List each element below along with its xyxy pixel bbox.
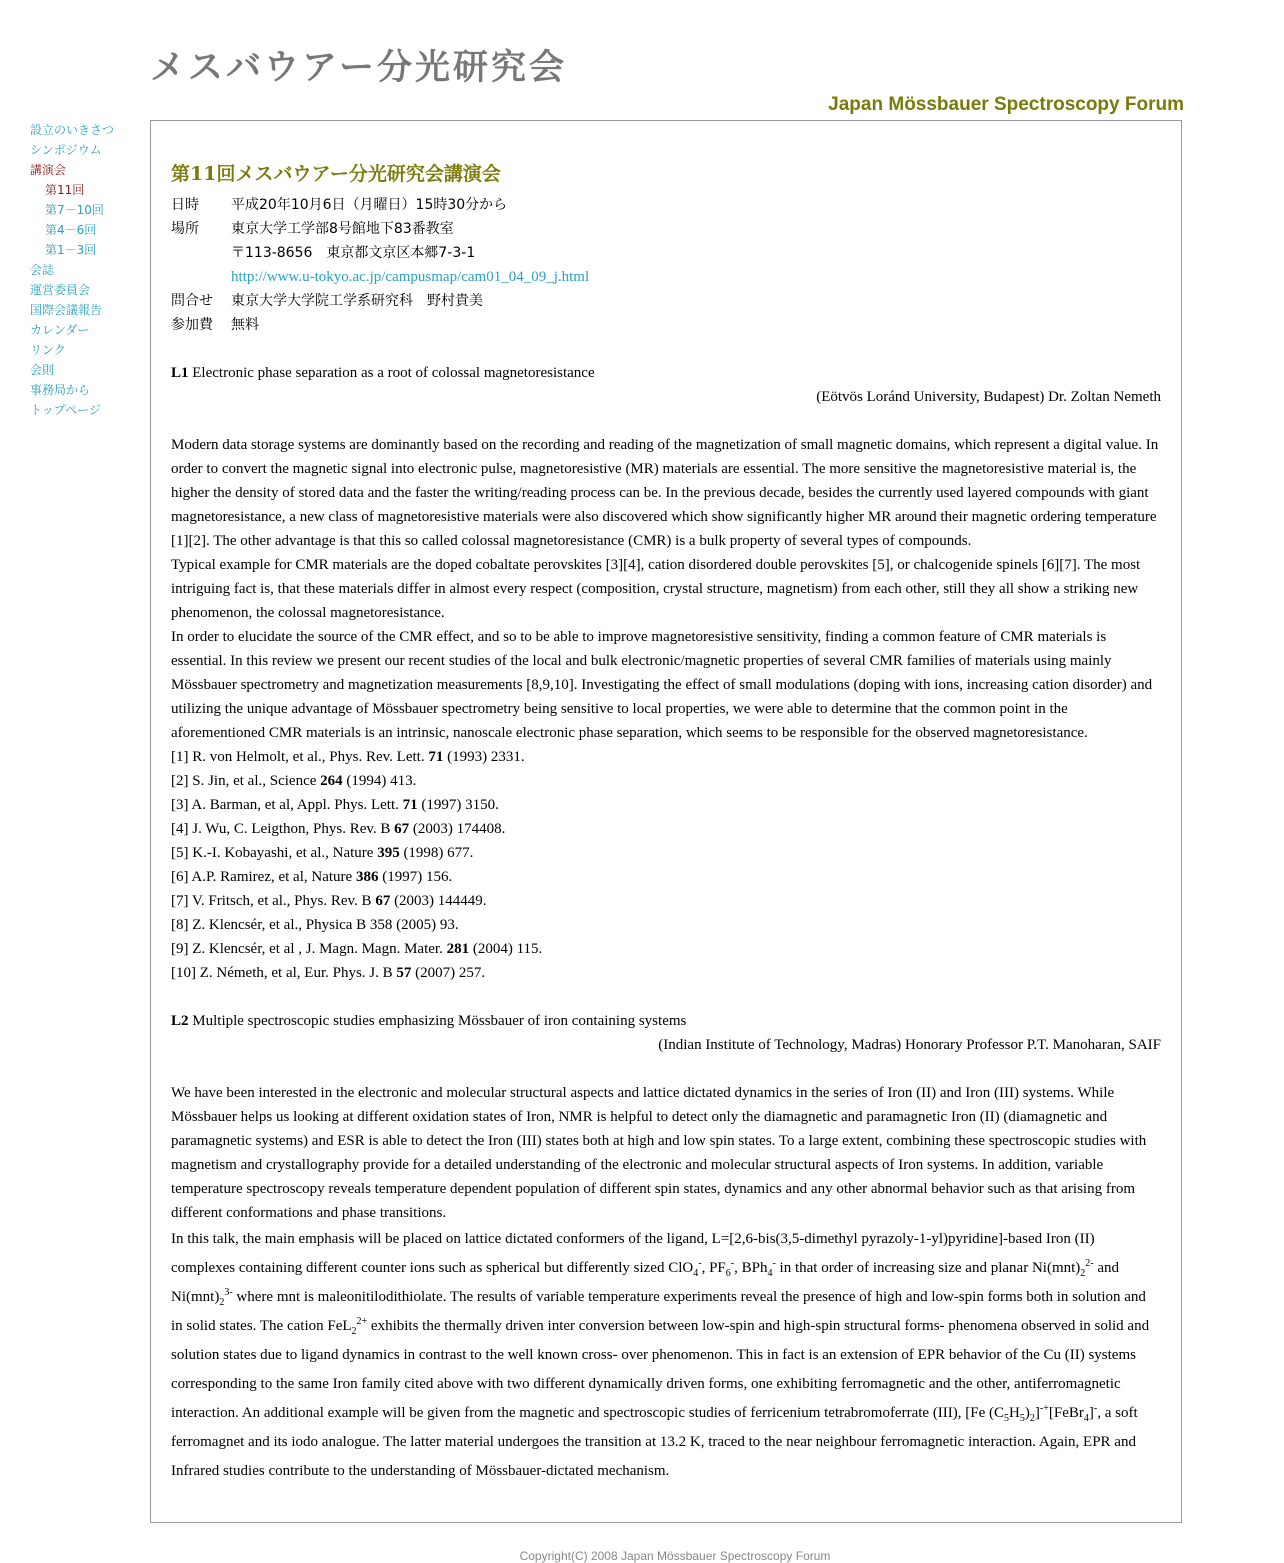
info-row-map bbox=[171, 265, 589, 289]
reference-item: [7] V. Fritsch, et al., Phys. Rev. B 67 (2003) 144449. bbox=[171, 893, 487, 909]
main-content bbox=[150, 120, 1182, 1523]
nav-item-lecture-1-3[interactable]: 第1－3回 bbox=[45, 243, 97, 257]
address-value: 〒113-8656 東京都文京区本郷7-3-1 bbox=[231, 245, 476, 261]
nav-item-links[interactable]: リンク bbox=[30, 343, 66, 357]
reference-item: [6] A.P. Ramirez, et al, Nature 386 (1997) 156. bbox=[171, 869, 453, 885]
info-row-fee bbox=[171, 313, 589, 337]
fee-value: 無料 bbox=[231, 317, 259, 333]
place-value: 東京大学工学部8号館地下83番教室 bbox=[231, 221, 454, 237]
info-row-place bbox=[171, 217, 589, 241]
lecture-l1-speaker: (Eötvös Loránd University, Budapest) Dr. Zoltan Nemeth bbox=[816, 389, 1161, 405]
reference-item: [3] A. Barman, et al, Appl. Phys. Lett. 71 (1997) 3150. bbox=[171, 797, 499, 813]
nav-item-committee[interactable]: 運営委員会 bbox=[30, 283, 91, 297]
lecture-l2-title bbox=[171, 1009, 1161, 1033]
date-label: 日時 bbox=[171, 197, 199, 213]
nav-item-lecture-4-6[interactable]: 第4－6回 bbox=[45, 223, 97, 237]
info-row-contact bbox=[171, 289, 589, 313]
site-subtitle: Japan Mössbauer Spectroscopy Forum bbox=[828, 94, 1184, 115]
lecture-l1-title bbox=[171, 361, 1161, 385]
place-label: 場所 bbox=[171, 221, 199, 237]
nav-item-lectures[interactable]: 講演会 bbox=[30, 163, 67, 177]
footer-copyright: Copyright(C) 2008 Japan Mössbauer Spectroscopy Forum bbox=[519, 1549, 831, 1563]
lecture-l2-paragraph: In this talk, the main emphasis will be placed on lattice dictated conformers of the ligand, L=[2,6-bis(3,5-dimethyl pyrazoly-1-yl)pyridine]-based Iron (II) complexes containing different counter ions such as spherical but differently sized ClO$_4$-, $PF_6^-$, BPh$_4$- in that order of increasing size and planar $Ni(mnt)_2^{2-}$ and $Ni(mnt)_2^{3-}$ where mnt is maleonitilodithiolate. The results of variable temperature experiments reveal the presence of high and low-spin forms both in solution and in solid states. The cation FeL$_2^{2+}$ exhibits the thermally driven inter conversion between low-spin and high-spin structural forms- phenomena observed in solid and solution states due to ligand dynamics in contrast to the well known cross- over phenomenon. This in fact is an extension of EPR behavior of the Cu (II) systems corresponding to the same Iron family cited above with two different dynamically driven forms, one exhibiting ferromagnetic and the other, antiferromagnetic interaction. An additional example will be given from the magnetic and spectroscopic studies of ferricenium tetrabromoferrate (III), [Fe $(C_5H_5)_2]^{-+}[FeBr_4]^-$, a soft ferromagnet and its iodo analogue. The latter material undergoes the transition at 13.2 K, traced to the near neighbour ferromagnetic interaction. Again, EPR and Infrared studies contribute to the understanding of Mössbauer-dictated mechanism. bbox=[171, 1231, 1150, 1479]
nav-item-conference-report[interactable]: 国際会議報告 bbox=[30, 303, 103, 317]
contact-value: 東京大学大学院工学系研究科 野村貴美 bbox=[231, 293, 483, 309]
sidebar-nav bbox=[30, 120, 148, 420]
lecture-l1-paragraph: Typical example for CMR materials are the doped cobaltate perovskites [3][4], cation disordered double perovskites [5], or chalcogenide spinels [6][7]. The most intriguing fact is, that these materials differ in almost every respect (composition, crystal structure, magnetism) from each other, still they all show a striking new phenomenon, the colossal magnetoresistance. bbox=[171, 557, 1141, 621]
lecture-l2-speaker: (Indian Institute of Technology, Madras) Honorary Professor P.T. Manoharan, SAIF bbox=[658, 1037, 1161, 1053]
nav-item-history[interactable]: 設立のいきさつ bbox=[30, 123, 115, 137]
fee-label: 参加費 bbox=[171, 317, 213, 333]
site-title: メスバウアー分光研究会 bbox=[150, 48, 567, 88]
page-title: 第11回メスバウアー分光研究会講演会 bbox=[171, 163, 501, 185]
nav-item-lecture-7-10[interactable]: 第7－10回 bbox=[45, 203, 104, 217]
reference-item: [5] K.-I. Kobayashi, et al., Nature 395 (1998) 677. bbox=[171, 845, 474, 861]
info-row-address bbox=[171, 241, 589, 265]
lecture-l2-code: L2 bbox=[171, 1013, 189, 1029]
lecture-l2-title-text: Multiple spectroscopic studies emphasizing Mössbauer of iron containing systems bbox=[192, 1013, 687, 1029]
nav-item-journal[interactable]: 会誌 bbox=[30, 263, 55, 277]
reference-item: [1] R. von Helmolt, et al., Phys. Rev. Lett. 71 (1993) 2331. bbox=[171, 749, 525, 765]
lecture-l1-references bbox=[171, 745, 1161, 985]
reference-item: [8] Z. Klencsér, et al., Physica B 358 (2005) 93. bbox=[171, 917, 459, 933]
nav-item-rules[interactable]: 会則 bbox=[30, 363, 55, 377]
lecture-l1-paragraph: Modern data storage systems are dominantly based on the recording and reading of the magnetization of small magnetic domains, which represent a digital value. In order to convert the magnetic signal into electronic pulse, magnetoresistive (MR) materials are essential. The more sensitive the magnetoresistive material is, the higher the density of stored data and the faster the writing/reading process can be. In the previous decade, besides the currently used layered compounds with giant magnetoresistance, a new class of magnetoresistive materials were also discovered which show significantly higher MR around their magnetic ordering temperature [1][2]. The other advantage is that this so called colossal magnetoresistance (CMR) is a bulk property of several types of compounds. bbox=[171, 437, 1159, 549]
reference-item: [2] S. Jin, et al., Science 264 (1994) 413. bbox=[171, 773, 417, 789]
lecture-l2-paragraph: We have been interested in the electronic and molecular structural aspects and lattice dictated dynamics in the series of Iron (II) and Iron (III) systems. While Mössbauer helps us looking at different oxidation states of Iron, NMR is helpful to detect only the diamagnetic and paramagnetic Iron (II) (diamagnetic and paramagnetic systems) and ESR is able to detect the Iron (III) states both at high and low spin states. To a large extent, combining these spectroscopic studies with magnetism and crystallography provide for a detailed understanding of the electronic and molecular structural aspects of Iron systems. In addition, variable temperature spectroscopy reveals temperature dependent population of different spin states, dynamics and any other abnormal behavior such as that arising from different conformations and phase transitions. bbox=[171, 1085, 1147, 1221]
campus-map-link[interactable]: http://www.u-tokyo.ac.jp/campusmap/cam01_04_09_j.html bbox=[231, 269, 590, 285]
nav-item-office[interactable]: 事務局から bbox=[30, 383, 91, 397]
nav-item-lecture-11[interactable]: 第11回 bbox=[45, 183, 85, 197]
reference-item: [9] Z. Klencsér, et al , J. Magn. Magn. Mater. 281 (2004) 115. bbox=[171, 941, 543, 957]
reference-item: [4] J. Wu, C. Leigthon, Phys. Rev. B 67 (2003) 174408. bbox=[171, 821, 506, 837]
lecture-l1-title-text: Electronic phase separation as a root of colossal magnetoresistance bbox=[192, 365, 595, 381]
date-value: 平成20年10月6日（月曜日）15時30分から bbox=[231, 197, 508, 213]
event-info-table bbox=[171, 193, 589, 337]
lecture-l1-paragraph: In order to elucidate the source of the CMR effect, and so to be able to improve magnetoresistive sensitivity, finding a common feature of CMR materials is essential. In this review we present our recent studies of the local and bulk electronic/magnetic properties of several CMR families of materials using mainly Mössbauer spectrometry and magnetization measurements [8,9,10]. Investigating the effect of small modulations (doping with ions, increasing cation disorder) and utilizing the unique advantage of Mössbauer spectrometry being sensitive to local properties, we were able to determine that the common point in the aforementioned CMR materials is an intrinsic, nanoscale electronic phase separation, which seems to be responsible for the observed magnetoresistance. bbox=[171, 629, 1153, 741]
lecture-l1-code: L1 bbox=[171, 365, 189, 381]
info-row-date bbox=[171, 193, 589, 217]
contact-label: 問合せ bbox=[171, 293, 213, 309]
nav-item-calendar[interactable]: カレンダー bbox=[30, 323, 90, 337]
nav-item-top-page[interactable]: トップページ bbox=[30, 403, 101, 417]
lecture-content bbox=[171, 337, 1161, 1486]
nav-item-symposium[interactable]: シンポジウム bbox=[30, 143, 102, 157]
reference-item: [10] Z. Németh, et al, Eur. Phys. J. B 57 (2007) 257. bbox=[171, 965, 486, 981]
